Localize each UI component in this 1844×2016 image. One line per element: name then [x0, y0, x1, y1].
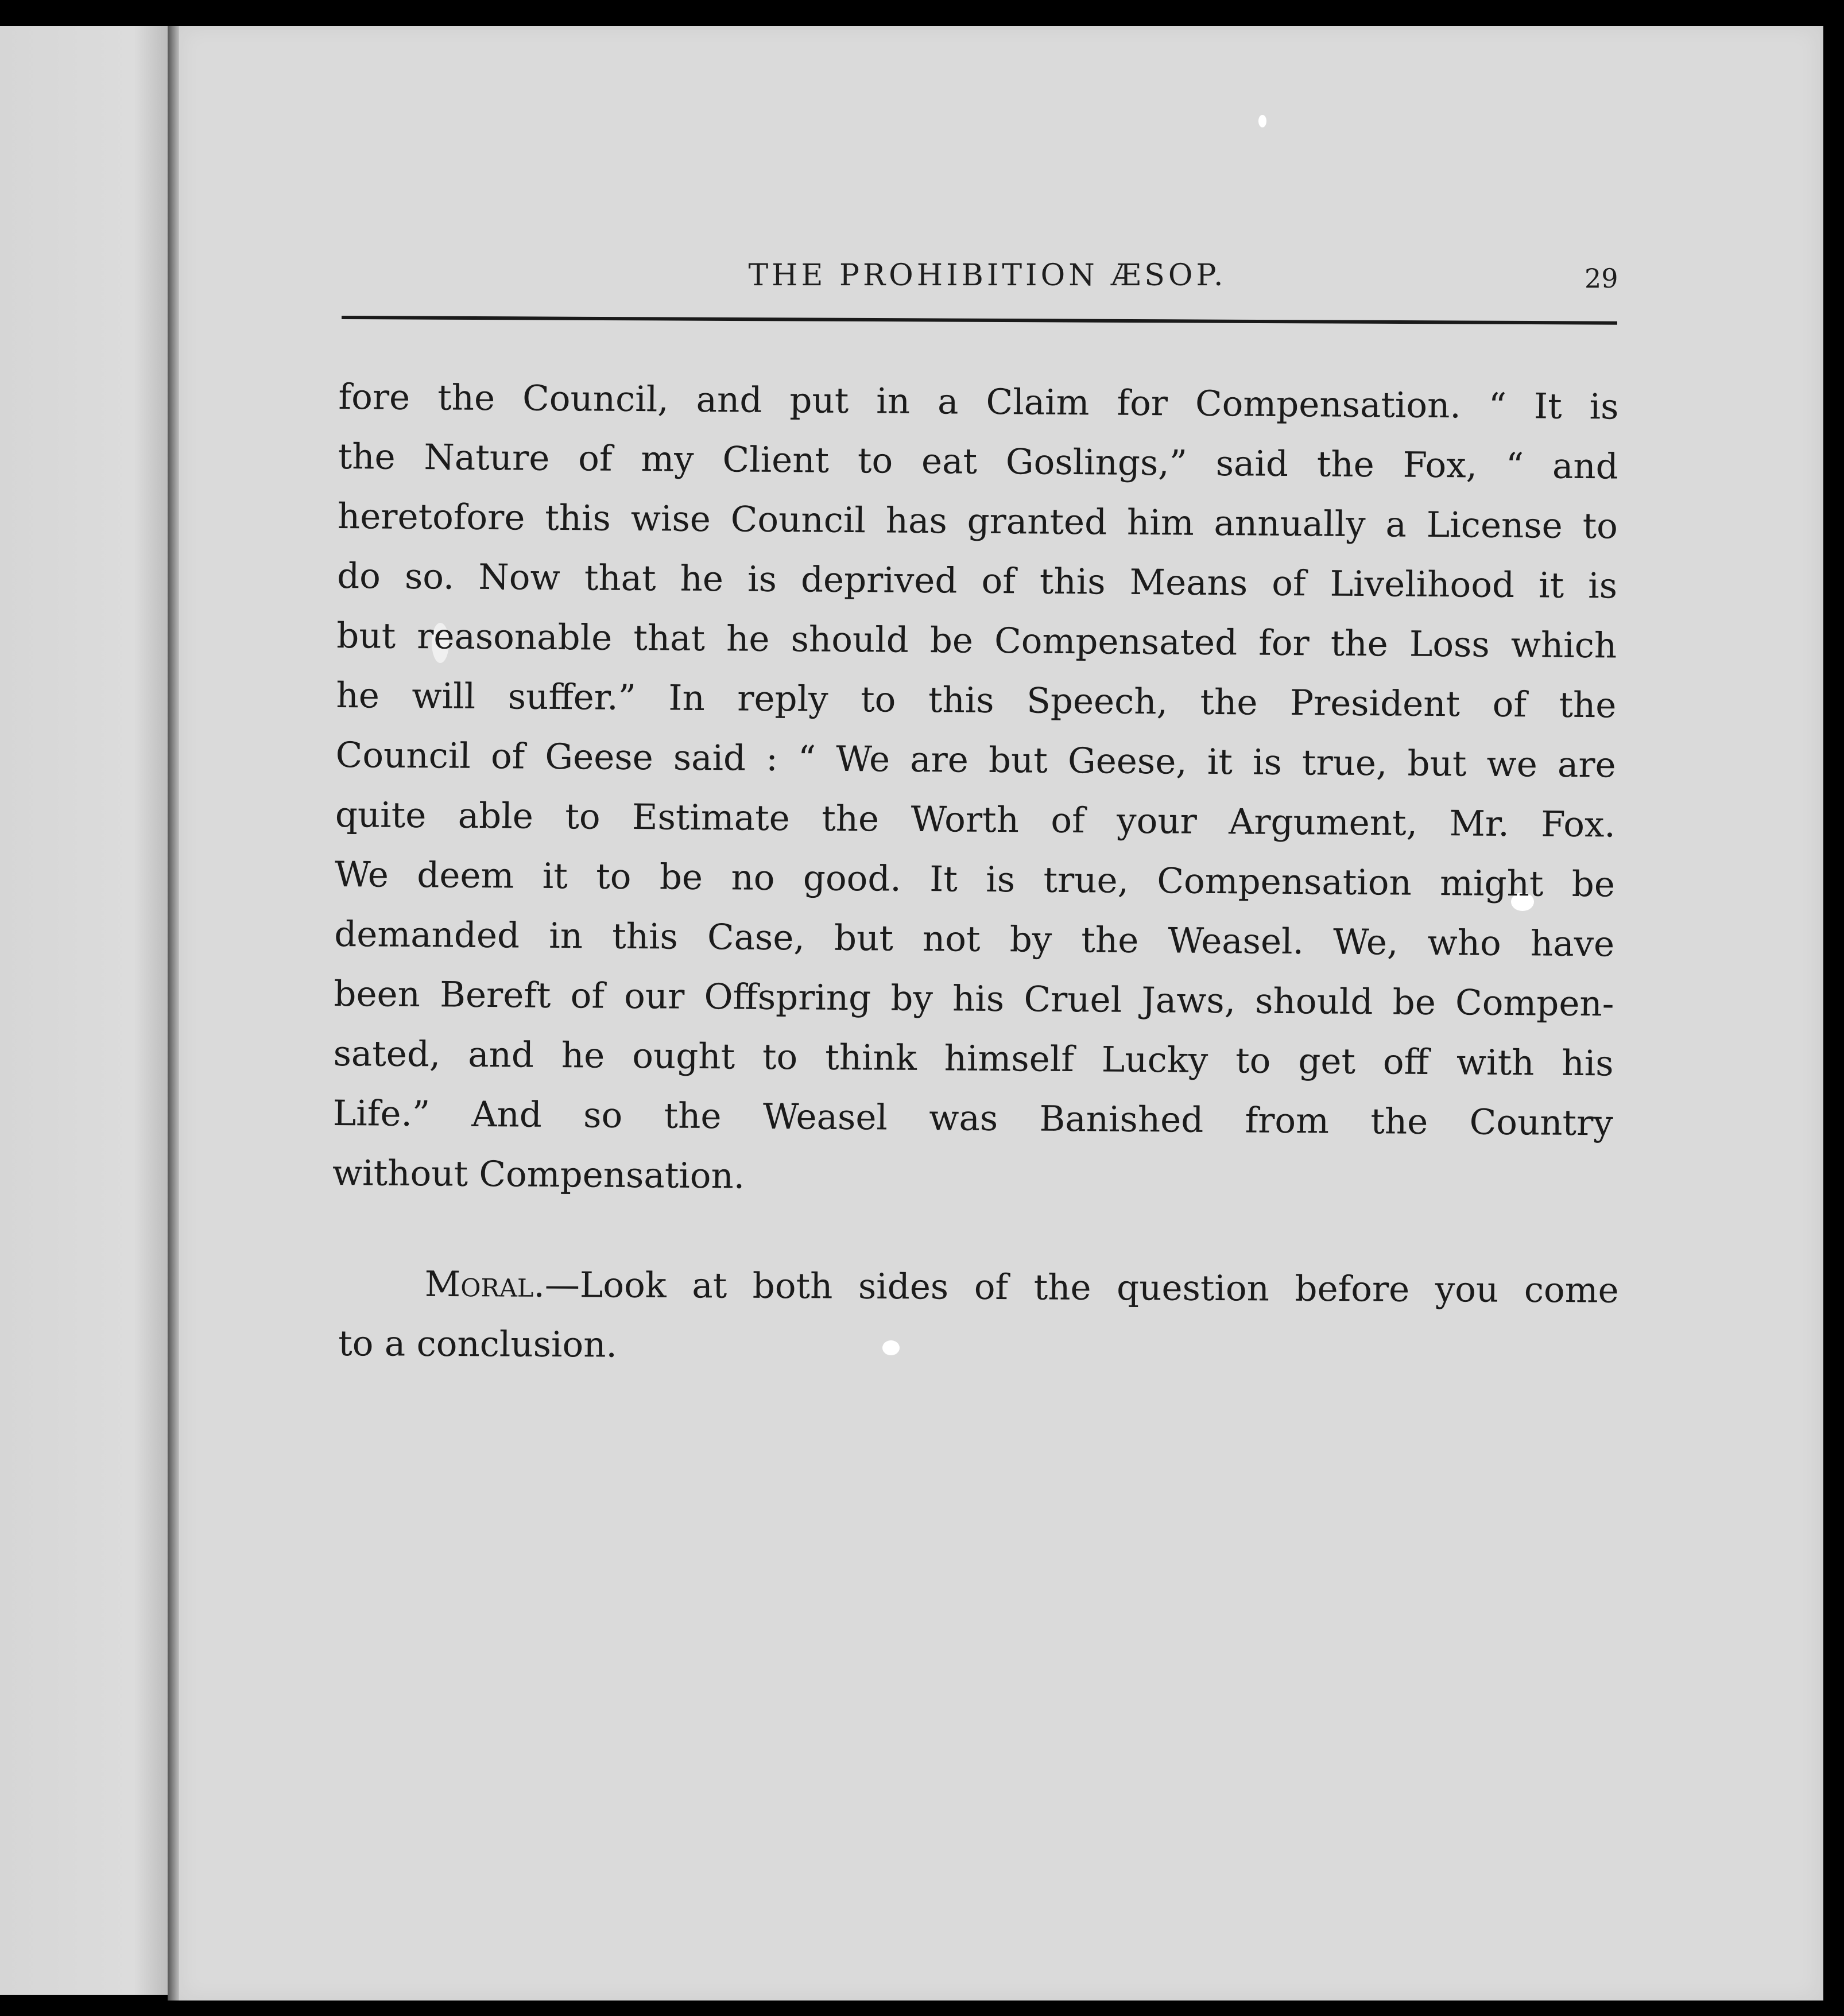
running-head: THE PROHIBITION ÆSOP. [748, 258, 1227, 293]
moral-text: —Look at both sides of the question before you come [544, 1264, 1619, 1311]
fable-body [332, 367, 1619, 1213]
moral-label: Moral. [424, 1263, 545, 1305]
text-line: sated, and he ought to think himself Lucky to get off with his [333, 1033, 1614, 1084]
text-line: been Bereft of our Offspring by his Cruel Jaws, should be Compen- [334, 973, 1614, 1025]
moral-line [338, 1254, 1619, 1321]
text-line: heretofore this wise Council has granted him annually a License to [337, 495, 1618, 547]
text-line: quite able to Estimate the Worth of your Argument, Mr. Fox. [335, 794, 1616, 846]
text-line: demanded in this Case, but not by the Weasel. We, who have [334, 913, 1615, 965]
moral-paragraph [338, 1254, 1619, 1381]
text-line: Council of Geese said : “ We are but Geese, it is true, but we are [335, 734, 1616, 786]
text-line: but reasonable that he should be Compensated for the Loss which [336, 615, 1617, 666]
text-line: do so. Now that he is deprived of this Means of Livelihood it is [336, 555, 1618, 607]
book-gutter [168, 26, 180, 2001]
text-line: he will suffer.” In reply to this Speech, the President of the [336, 674, 1617, 726]
left-page-edge [0, 26, 170, 1995]
moral-line: to a conclusion. [338, 1323, 618, 1366]
text-line: Life.” And so the Weasel was Banished from the Country [332, 1092, 1614, 1144]
text-line: We deem it to be no good. It is true, Compensation might be [334, 854, 1616, 905]
paper-speck [1258, 115, 1266, 127]
text-line: without Compensation. [332, 1152, 745, 1197]
page-number: 29 [1585, 263, 1618, 294]
text-line: the Nature of my Client to eat Goslings,” said the Fox, “ and [338, 436, 1618, 487]
text-line: fore the Council, and put in a Claim for Compensation. “ It is [338, 376, 1619, 428]
